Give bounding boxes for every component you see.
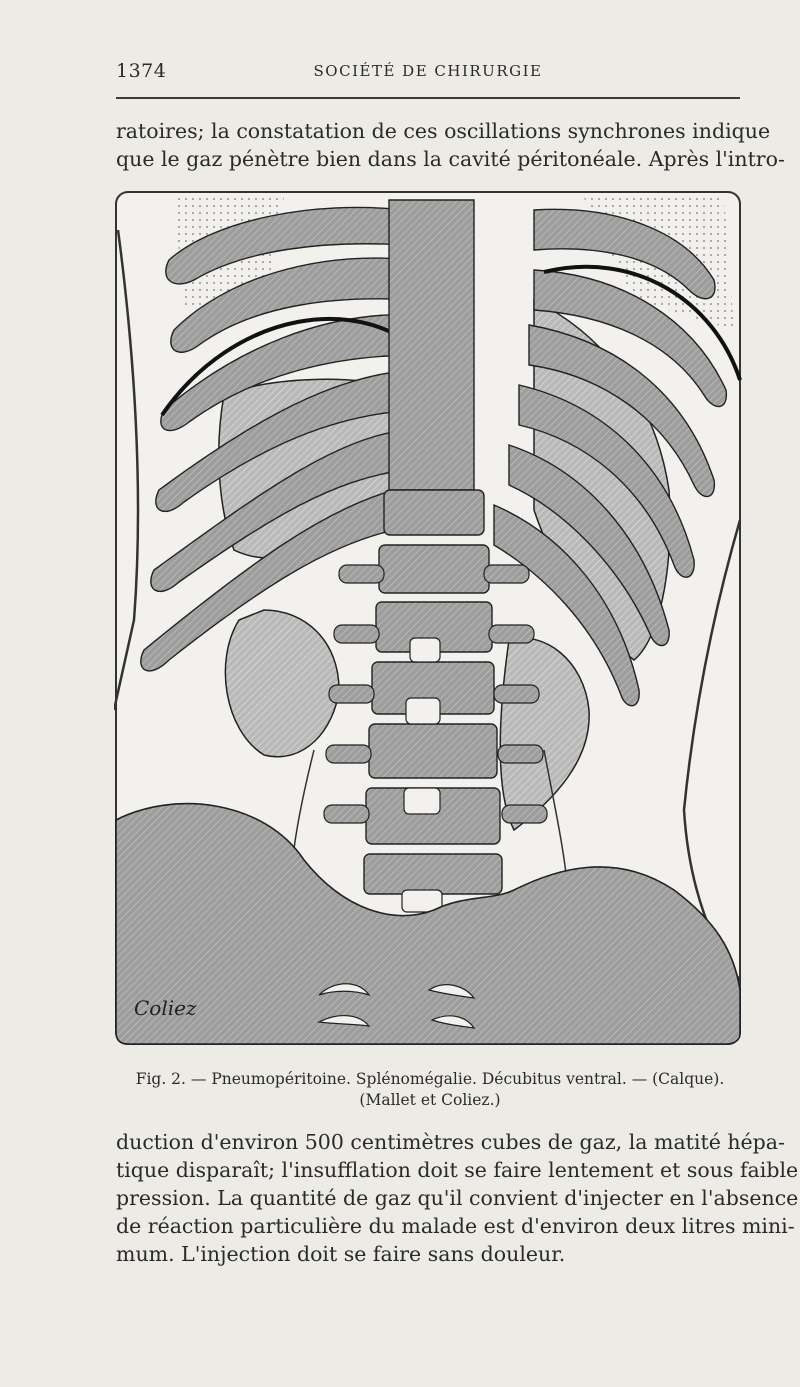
page-header (116, 60, 740, 90)
figure-caption-credit: (Mallet et Coliez.) (359, 1091, 501, 1109)
text-line: de réaction particulière du malade est d'environ deux litres mini- (116, 1214, 795, 1238)
text-line: tique disparaît; l'insufflation doit se faire lentement et sous faible (116, 1158, 799, 1182)
text-line: duction d'environ 500 centimètres cubes de gaz, la matité hépa- (116, 1130, 785, 1154)
text-line: que le gaz pénètre bien dans la cavité péritonéale. Après l'intro- (116, 147, 785, 171)
text-line: ratoires; la constatation de ces oscillations synchrones indique (116, 119, 771, 143)
paragraph-top (116, 117, 785, 173)
figure-caption: Fig. 2. — Pneumopéritoine. Splénomégalie. Décubitus ventral. — (Calque). (135, 1070, 725, 1088)
artist-signature: Coliez (134, 996, 197, 1020)
paragraph-bottom (116, 1128, 799, 1268)
text-line: pression. La quantité de gaz qu'il convient d'injecter en l'absence (116, 1186, 799, 1210)
header-rule (116, 97, 740, 99)
running-head: SOCIÉTÉ DE CHIRURGIE (313, 62, 543, 80)
page-number: 1374 (116, 60, 167, 82)
figure-illustration (114, 190, 742, 1046)
text-line: mum. L'injection doit se faire sans douleur. (116, 1242, 566, 1266)
